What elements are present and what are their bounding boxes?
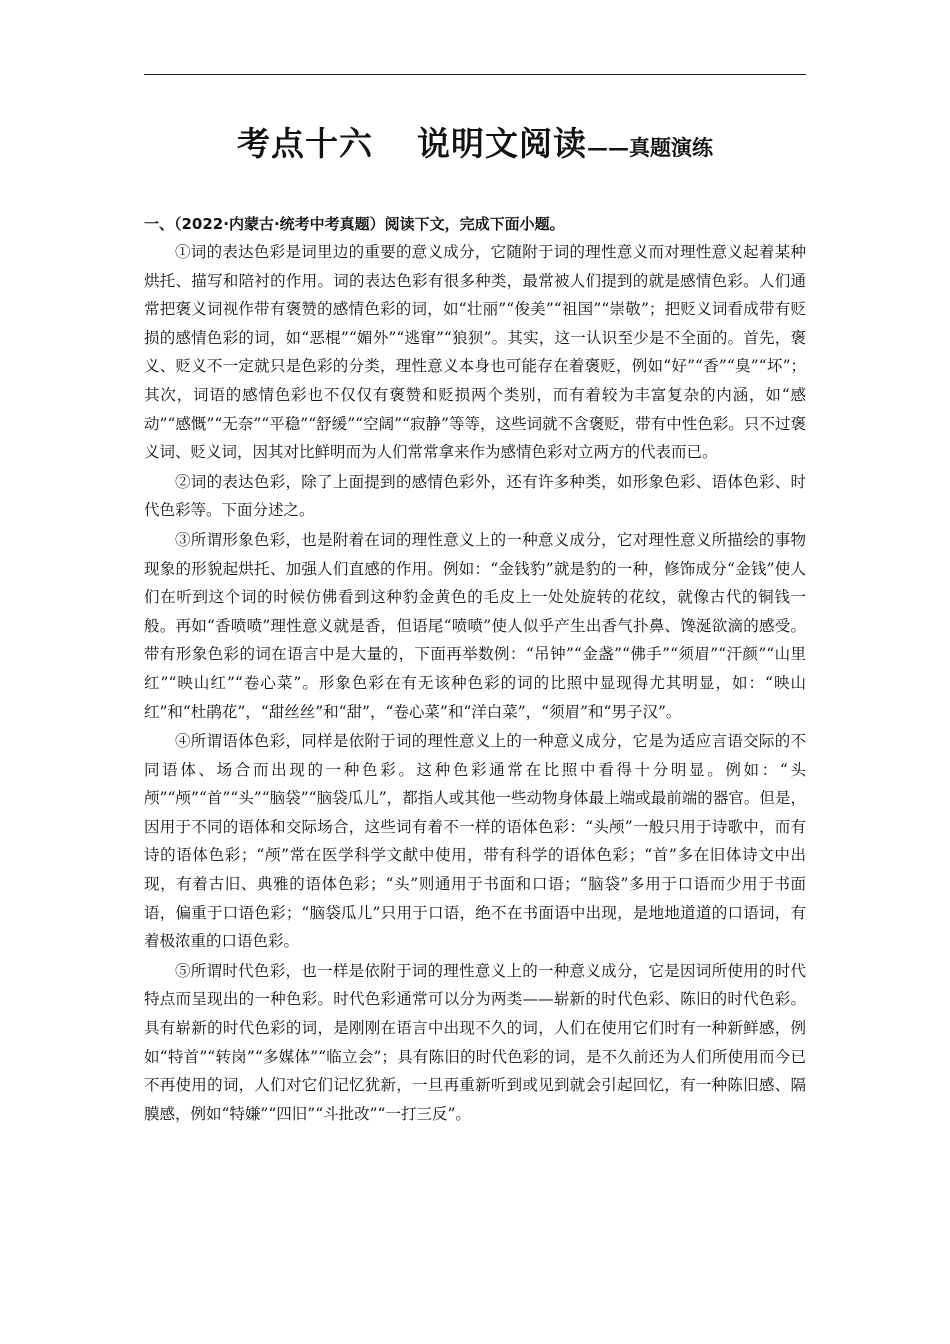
top-rule [144,74,806,75]
paragraph-3: ③所谓形象色彩，也是附着在词的理性意义上的一种意义成分，它对理性意义所描绘的事物现象的形貌起烘托、加强人们直感的作用。例如：“金钱豹”就是豹的一种，修饰成分“金钱”使人们在听到这个词的时候仿佛看到这种豹金黄色的毛皮上一处处旋转的花纹，就像古代的铜钱一般。再如“香喷喷”理性意义就是香，但语尾“喷喷”使人似乎产生出香气扑鼻、馋涎欲滴的感受。带有形象色彩的词在语言中是大量的，下面再举数例：“吊钟”“金盏”“佛手”“须眉”“汗颜”“山里红”“映山红”“卷心菜”。形象色彩在有无该种色彩的词的比照中显现得尤其明显，如：“映山红”和“杜鹃花”，“甜丝丝”和“甜”，“卷心菜”和“洋白菜”，“须眉”和“男子汉”。 [144,530,806,721]
paragraph-1: ①词的表达色彩是词里边的重要的意义成分，它随附于词的理性意义而对理性意义起着某种烘托、描写和陪衬的作用。词的表达色彩有很多种类，最常被人们提到的就是感情色彩。人们通常把褒义词视作带有褒赞的感情色彩的词，如“壮丽”“俊美”“祖国”“崇敬”；把贬义词看成带有贬损的感情色彩的词，如“恶棍”“媚外”“逃窜”“狼狈”。其实，这一认识至少是不全面的。首先，褒义、贬义不一定就只是色彩的分类，理性意义本身也可能存在着褒贬，例如“好”“香”“臭”“坏”；其次，词语的感情色彩也不仅仅有褒赞和贬损两个类别，而有着较为丰富复杂的内涵，如“感动”“感慨”“无奈”“平稳”“舒缓”“空阔”“寂静”等等，这些词就不含褒贬，带有中性色彩。只不过褒义词、贬义词，因其对比鲜明而为人们常常拿来作为感情色彩对立两方的代表而已。 [144,243,806,462]
paragraph-2: ②词的表达色彩，除了上面提到的感情色彩外，还有许多种类，如形象色彩、语体色彩、时代色彩等。下面分述之。 [144,472,806,520]
page-title [0,118,950,165]
paragraph-4: ④所谓语体色彩，同样是依附于词的理性意义上的一种意义成分，它是为适应言语交际的不同语体、场合而出现的一种色彩。这种色彩通常在比照中看得十分明显。例如：“头颅”“颅”“首”“头”“脑袋”“脑袋瓜儿”，都指人或其他一些动物身体最上端或最前端的器官。但是，因用于不同的语体和交际场合，这些词有着不一样的语体色彩：“头颅”一般只用于诗歌中，而有诗的语体色彩；“颅”常在医学科学文献中使用，带有科学的语体色彩；“首”多在旧体诗文中出现，有着古旧、典雅的语体色彩；“头”则通用于书面和口语；“脑袋”多用于口语而少用于书面语，偏重于口语色彩；“脑袋瓜儿”只用于口语，绝不在书面语中出现，是地地道道的口语词，有着极浓重的口语色彩。 [144,732,806,951]
title-topic-name: 说明文阅读 [417,124,587,163]
reading-passage [144,210,806,1128]
title-topic-number: 考点十六 [237,124,373,163]
question-header: 一、（2022·内蒙古·统考中考真题）阅读下文，完成下面小题。 [144,215,565,233]
title-suffix: ——真题演练 [587,135,713,160]
paragraph-5: ⑤所谓时代色彩，也一样是依附于词的理性意义上的一种意义成分，它是因词所使用的时代特点而呈现出的一种色彩。时代色彩通常可以分为两类——崭新的时代色彩、陈旧的时代色彩。具有崭新的时代色彩的词，是刚刚在语言中出现不久的词，人们在使用它们时有一种新鲜感，例如“特首”“转岗”“多媒体”“临立会”；具有陈旧的时代色彩的词，是不久前还为人们所使用而今已不再使用的词，人们对它们记忆犹新，一旦再重新听到或见到就会引起回忆，有一种陈旧感、隔膜感，例如“特嫌”“四旧”“斗批改”“一打三反”。 [144,961,806,1123]
